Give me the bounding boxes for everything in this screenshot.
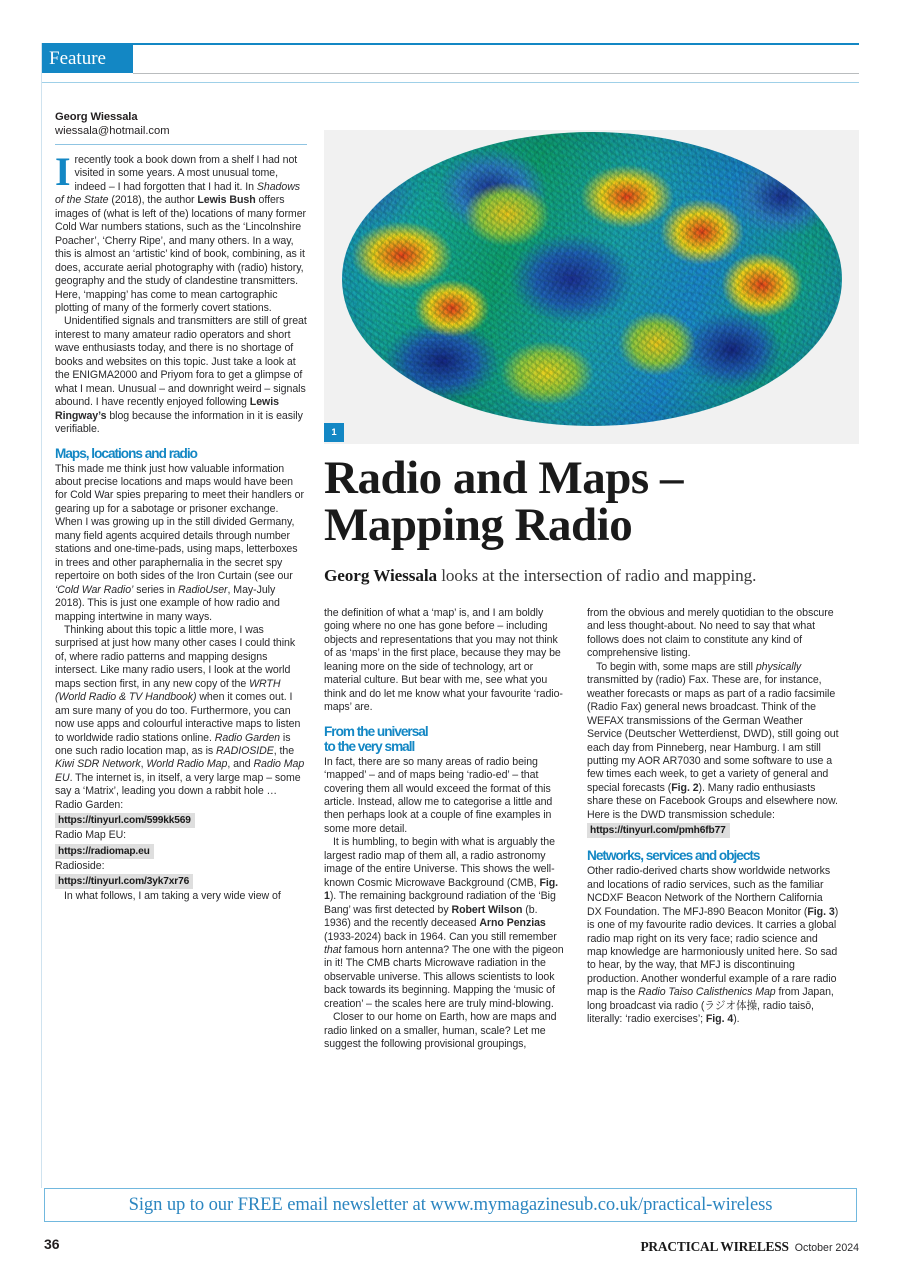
- headline-line-2: Mapping Radio: [324, 499, 633, 551]
- section-heading-line-2: to the very small: [324, 738, 415, 754]
- author-email[interactable]: wiessala@hotmail.com: [55, 125, 170, 137]
- right-p2-text-a: To begin with, some maps are still: [596, 660, 756, 673]
- cmb-ellipse-projection: [342, 132, 842, 426]
- standfirst-author: Georg Wiessala: [324, 566, 438, 585]
- para3-text-c: , May-July 2018). This is just one example of how radio and mapping intertwine in many ways.: [55, 583, 280, 623]
- para4-text-e: ,: [140, 758, 147, 771]
- section-heading-line-1: From the universal: [324, 723, 428, 739]
- author-name: Georg Wiessala: [55, 111, 138, 123]
- para3-text-b: series in: [133, 583, 179, 596]
- drop-cap: I: [55, 149, 71, 194]
- para4-text-b: when it comes out. I am sure many of you do too. Furthermore, you can now use apps and colourful interactive maps to listen to worldwide radio stations online.: [55, 691, 301, 744]
- ref-fig-3: Fig. 3: [807, 905, 835, 918]
- para3-text-a: This made me think just how valuable information about precise locations and maps would have been for Cold War spies preparing to meet their handlers or gearing up for a sabotage or prisoner exchange. When I was growing up in the still divided Germany, many field agents acquired details through number stations and one-time-pads, using maps, letterboxes in trees and other paraphernalia in the secret spy repertoire on both sides of the Iron Curtain (see our: [55, 462, 304, 583]
- service-radio-garden: Radio Garden: [214, 731, 281, 744]
- ref-fig-1: Fig. 1: [324, 876, 559, 903]
- paragraph-coldwar: [55, 463, 307, 624]
- paragraph-definition-map: the definition of what a ‘map’ is, and I am boldly going where no one has gone before – including objects and representations that you may not think of as ‘maps’ in the first place, because they may be leaning more on the side of technology, art or material culture. But bear with me, see what you think and do let me know what your favourite ‘radio-maps’ are.: [324, 607, 563, 714]
- paragraph-intro: [55, 149, 307, 315]
- para4-text-g: . The internet is, in itself, a very large map – some say a ‘Matrix’, leading you down a rabbit hole …: [55, 771, 301, 798]
- section-heading-networks-services-objects: Networks, services and objects: [587, 848, 760, 864]
- header-top-rule: [41, 43, 859, 45]
- mid-p3-text-b: ). The remaining background radiation of the ‘Big Bang’ was first detected by: [324, 890, 556, 916]
- mid-p3-text-c: (b. 1936) and the recently deceased: [324, 903, 538, 930]
- url-dwd-schedule[interactable]: https://tinyurl.com/pmh6fb77: [587, 823, 730, 838]
- emphasis-physically: physically: [755, 660, 802, 673]
- link-label-radio-map-eu: Radio Map EU:: [55, 829, 127, 842]
- para4-text-a: Thinking about this topic a little more, I was surprised at just how many other cases I could think of, where radio patterns and mapping designs intersect. Like many radio users, I look at the world maps section first, in any new copy of the: [55, 623, 296, 690]
- column-right: [587, 607, 839, 1027]
- link-row-3: [55, 873, 307, 890]
- series-cold-war-radio: ‘Cold War Radio’: [55, 583, 134, 596]
- url-radio-garden[interactable]: https://tinyurl.com/599kk569: [55, 813, 195, 828]
- paragraph-thinking: [55, 624, 307, 799]
- newsletter-banner[interactable]: [44, 1188, 857, 1222]
- newsletter-banner-text: Sign up to our FREE email newsletter at www.mymagazinesub.co.uk/practical-wireless: [128, 1194, 773, 1215]
- section-heading-from-the-universal: [324, 724, 567, 754]
- left-column-body: [55, 149, 307, 904]
- standfirst-text: looks at the intersection of radio and mapping.: [437, 566, 757, 585]
- map-radio-taiso: Radio Taiso Calisthenics Map: [638, 986, 776, 999]
- person-lewis-ringway: Lewis Ringway’s: [55, 396, 279, 422]
- link-row-dwd: [587, 822, 839, 839]
- column-middle: [324, 607, 567, 1052]
- link-label-radio-garden: Radio Garden:: [55, 798, 124, 811]
- ref-fig-2: Fig. 2: [671, 781, 699, 794]
- paragraph-networks: [587, 865, 839, 1026]
- right-p3-text-a: Other radio-derived charts show worldwide networks and locations of radio services, such as the familiar NCDXF Beacon Network of the Northern California DX Foundation. The MFJ-890 Beacon Monitor (: [587, 865, 831, 918]
- paragraph-closer-to-home: Closer to our home on Earth, how are maps and radio linked on a smaller, human, scale? Let me suggest the following provisional groupings,: [324, 1011, 557, 1051]
- mid-p3-text-d: (1933-2024) back in 1964. Can you still remember: [324, 930, 557, 943]
- ref-fig-4: Fig. 4: [705, 1013, 734, 1026]
- figure-number-badge: 1: [324, 423, 344, 442]
- right-p2-text-b: transmitted by (radio) Fax. These are, for instance, weather forecasts or maps as part of a radio facsimile (Radio Fax) general news broadcast. Think of the WEFAX transmissions of the German Weather Service (Deutscher Wetterdienst, DWD), still going out each day from Pinneberg, near Hamburg. I am still putting my AOR AR7030 and some software to use a few times each week, to get a variety of general and special forecasts (: [587, 674, 839, 794]
- link-label-radioside: Radioside:: [55, 859, 105, 872]
- right-p3-text-d: ).: [733, 1013, 740, 1026]
- paragraph-in-what-follows: In what follows, I am taking a very wide view of: [64, 890, 281, 903]
- paragraph-radio-fax: [587, 661, 839, 822]
- figure-1-container: [324, 130, 859, 444]
- mid-p3-text-a: It is humbling, to begin with what is arguably the largest radio map of them all, a radio astronomy image of the entire Universe. This shows the well-known Cosmic Microwave Background (CMB,: [324, 836, 555, 889]
- emphasis-that: that: [324, 943, 342, 956]
- paragraph-mapped: In fact, there are so many areas of radio being ‘mapped’ – and of maps being ‘radio-ed’ – that covering them all would exceed the format of this article. Instead, allow me to categorise a little and then perhaps look at a couple of fine examples in some more detail.: [324, 755, 553, 835]
- author-divider: [55, 144, 307, 145]
- paragraph-unidentified: [55, 315, 307, 436]
- colophon: [640, 1238, 859, 1256]
- section-heading-maps-locations-radio: Maps, locations and radio: [55, 445, 197, 461]
- para4-text-f: , and: [227, 758, 254, 771]
- para4-text-d: , the: [273, 745, 295, 758]
- right-p3-text-c: from Japan, long broadcast via radio (ラジオ体操, radio taisō, literally: ‘radio exercises’;: [587, 986, 834, 1026]
- service-radio-map-eu: Radio Map EU: [55, 758, 305, 784]
- cmb-map-image: [342, 132, 842, 426]
- service-radioside: RADIOSIDE: [216, 745, 274, 758]
- person-robert-wilson: Robert Wilson: [451, 903, 523, 916]
- magazine-name: PRACTICAL WIRELESS: [640, 1239, 789, 1254]
- section-tab-feature[interactable]: Feature: [41, 45, 133, 73]
- header-thin-rule: [41, 82, 859, 83]
- standfirst: [324, 566, 859, 586]
- page-title: [324, 452, 859, 551]
- column-left: [55, 110, 307, 904]
- intro-text-a: recently took a book down from a shelf I had not visited in some years. A most unusual tome, indeed – I had forgotten that I had it. In: [74, 154, 298, 193]
- mid-p3-text-e: famous horn antenna? The one with the pigeon in it! The CMB charts Microwave radiation in the observable universe. This allows scientists to look back towards its beginning. Mapping the ‘music of creation’ – the scales here are truly mind-blowing.: [324, 943, 564, 1010]
- link-row-2: [55, 843, 307, 860]
- person-lewis-bush: Lewis Bush: [197, 194, 256, 207]
- person-arno-penzias: Arno Penzias: [479, 917, 546, 930]
- intro-text-c: offers images of (what is left of the) locations of many former Cold War numbers stations, such as the ‘Lincolnshire Poacher’, ‘Cherry Ripe’, and many others. In a way, this is almost an ‘artistic’ kind of book, combining, as it does, accurate aerial photography with (radio) history, geography and the study of clandestine transmitters. Here, ‘mapping’ has come to mean cartographic plotting of many of the formerly covert stations.: [55, 194, 306, 314]
- headline-line-1: Radio and Maps –: [324, 452, 683, 504]
- publication-wrth: WRTH (World Radio & TV Handbook): [55, 677, 281, 704]
- page-number: 36: [44, 1236, 60, 1252]
- service-world-radio-map: World Radio Map: [146, 758, 228, 771]
- right-p2-text-c: ). Many radio enthusiasts share these on Facebook Groups and elsewhere now. Here is the DWD transmission schedule:: [587, 781, 838, 821]
- paragraph-humbling: [324, 836, 567, 1011]
- right-p3-text-b: ) is one of my favourite radio devices. It carries a global radio map right on its very face; radio science and map knowledge are harmoniously united here. So sad to hear, by the way, that MFJ is discontinuing production. Another wonderful example of a rare radio map is the: [587, 905, 839, 999]
- left-edge-rule: [41, 43, 42, 1188]
- link-row-1: [55, 812, 307, 829]
- intro-text-b: (2018), the author: [108, 194, 198, 207]
- header-bottom-rule: [133, 73, 859, 74]
- url-radio-map-eu[interactable]: https://radiomap.eu: [55, 844, 154, 859]
- book-title-shadows: Shadows of the State: [55, 180, 301, 207]
- para2-text-a: Unidentified signals and transmitters are still of great interest to many amateur radio operators and short wave enthusiasts today, and there is no shortage of books and websites on this topic. Just take a look at the ENIGMA2000 and Priyom fora to get a glimpse of what I mean. Unusual – and downright weird – signals abound. I have recently enjoyed following: [55, 315, 307, 409]
- cmb-noise-layer-2: [342, 132, 842, 426]
- issue-date: October 2024: [794, 1242, 859, 1254]
- paragraph-obvious-quotidian: from the obvious and merely quotidian to the obscure and less thought-about. No need to say that what follows does not claim to constitute any kind of comprehensive listing.: [587, 607, 834, 660]
- para2-text-b: blog because the information in it is easily verifiable.: [55, 409, 303, 436]
- para4-text-c: is one such radio location map, as is: [55, 731, 291, 758]
- url-radioside[interactable]: https://tinyurl.com/3yk7xr76: [55, 874, 193, 889]
- page-header: [41, 43, 859, 79]
- publication-radiouser: RadioUser: [178, 583, 228, 596]
- service-kiwi-sdr-network: Kiwi SDR Network: [55, 758, 141, 771]
